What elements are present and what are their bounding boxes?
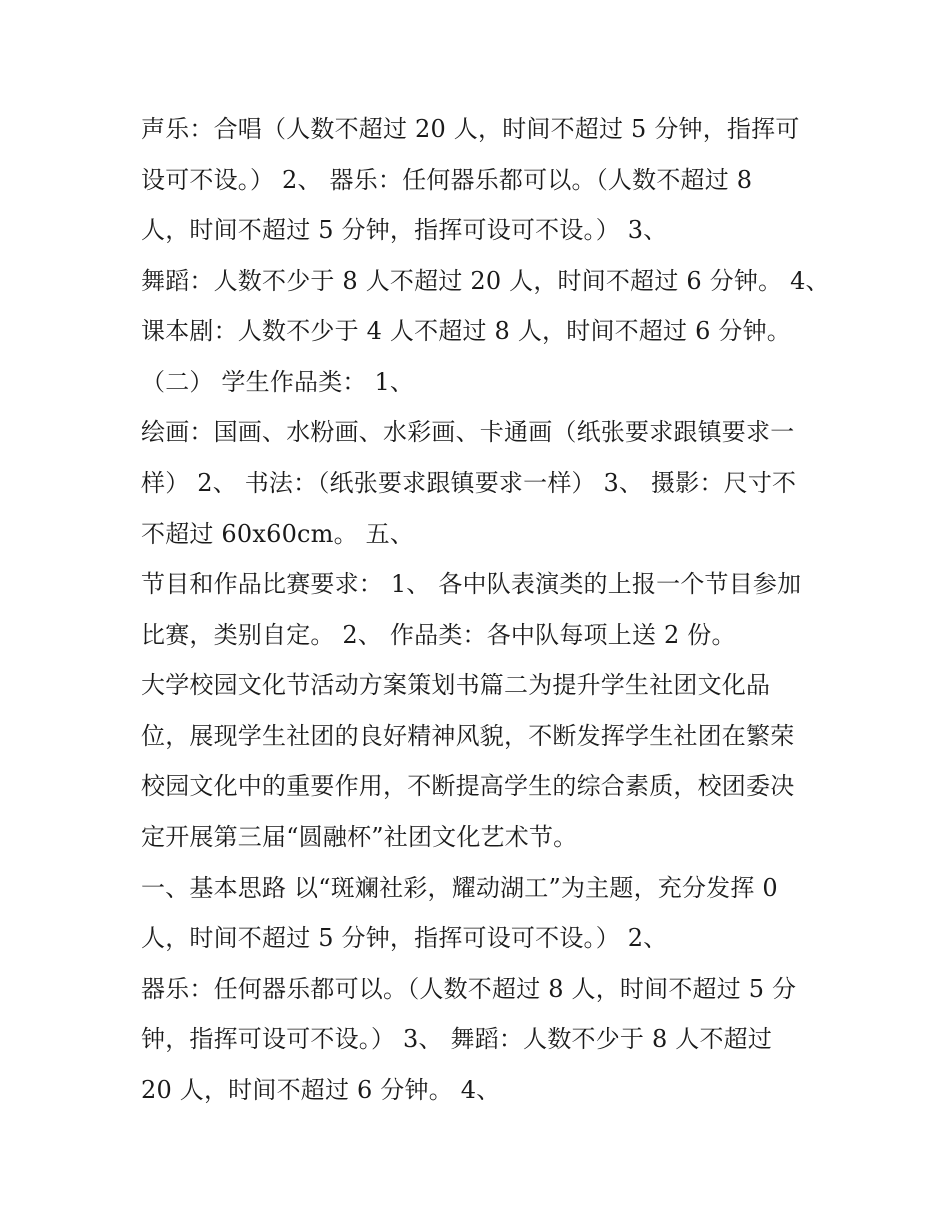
- text-line: 不超过 60x60cm。 五、: [141, 520, 415, 548]
- text-line: 位，展现学生社团的良好精神风貌，不断发挥学生社团在繁荣: [141, 722, 795, 750]
- text-line: 课本剧：人数不少于 4 人不超过 8 人，时间不超过 6 分钟。: [141, 317, 791, 345]
- text-line: 人，时间不超过 5 分钟，指挥可设可不设。） 3、: [141, 216, 668, 244]
- text-line: （二） 学生作品类： 1、: [141, 368, 415, 396]
- text-line: 一、基本思路 以“斑斓社彩，耀动湖工”为主题，充分发挥 0: [141, 874, 778, 902]
- text-line: 定开展第三届“圆融杯”社团文化艺术节。: [141, 823, 578, 851]
- text-line: 节目和作品比赛要求： 1、 各中队表演类的上报一个节目参加: [141, 570, 802, 598]
- text-line: 比赛，类别自定。 2、 作品类：各中队每项上送 2 份。: [141, 621, 736, 649]
- text-line: 钟，指挥可设可不设。） 3、 舞蹈：人数不少于 8 人不超过: [141, 1025, 773, 1053]
- text-line: 人，时间不超过 5 分钟，指挥可设可不设。） 2、: [141, 924, 668, 952]
- text-line: 绘画：国画、水粉画、水彩画、卡通画（纸张要求跟镇要求一: [141, 418, 795, 446]
- text-line: 舞蹈：人数不少于 8 人不超过 20 人，时间不超过 6 分钟。 4、: [141, 267, 830, 295]
- text-line: 校园文化中的重要作用，不断提高学生的综合素质，校团委决: [141, 772, 795, 800]
- text-line: 样） 2、 书法：（纸张要求跟镇要求一样） 3、 摄影：尺寸不: [141, 469, 797, 497]
- text-line: 器乐：任何器乐都可以。（人数不超过 8 人，时间不超过 5 分: [141, 975, 797, 1003]
- text-line: 声乐：合唱（人数不超过 20 人，时间不超过 5 分钟，指挥可: [141, 115, 800, 143]
- text-line: 20 人，时间不超过 6 分钟。 4、: [141, 1076, 501, 1104]
- text-line: 设可不设。） 2、 器乐：任何器乐都可以。（人数不超过 8: [141, 166, 753, 194]
- text-line: 大学校园文化节活动方案策划书篇二为提升学生社团文化品: [141, 671, 771, 699]
